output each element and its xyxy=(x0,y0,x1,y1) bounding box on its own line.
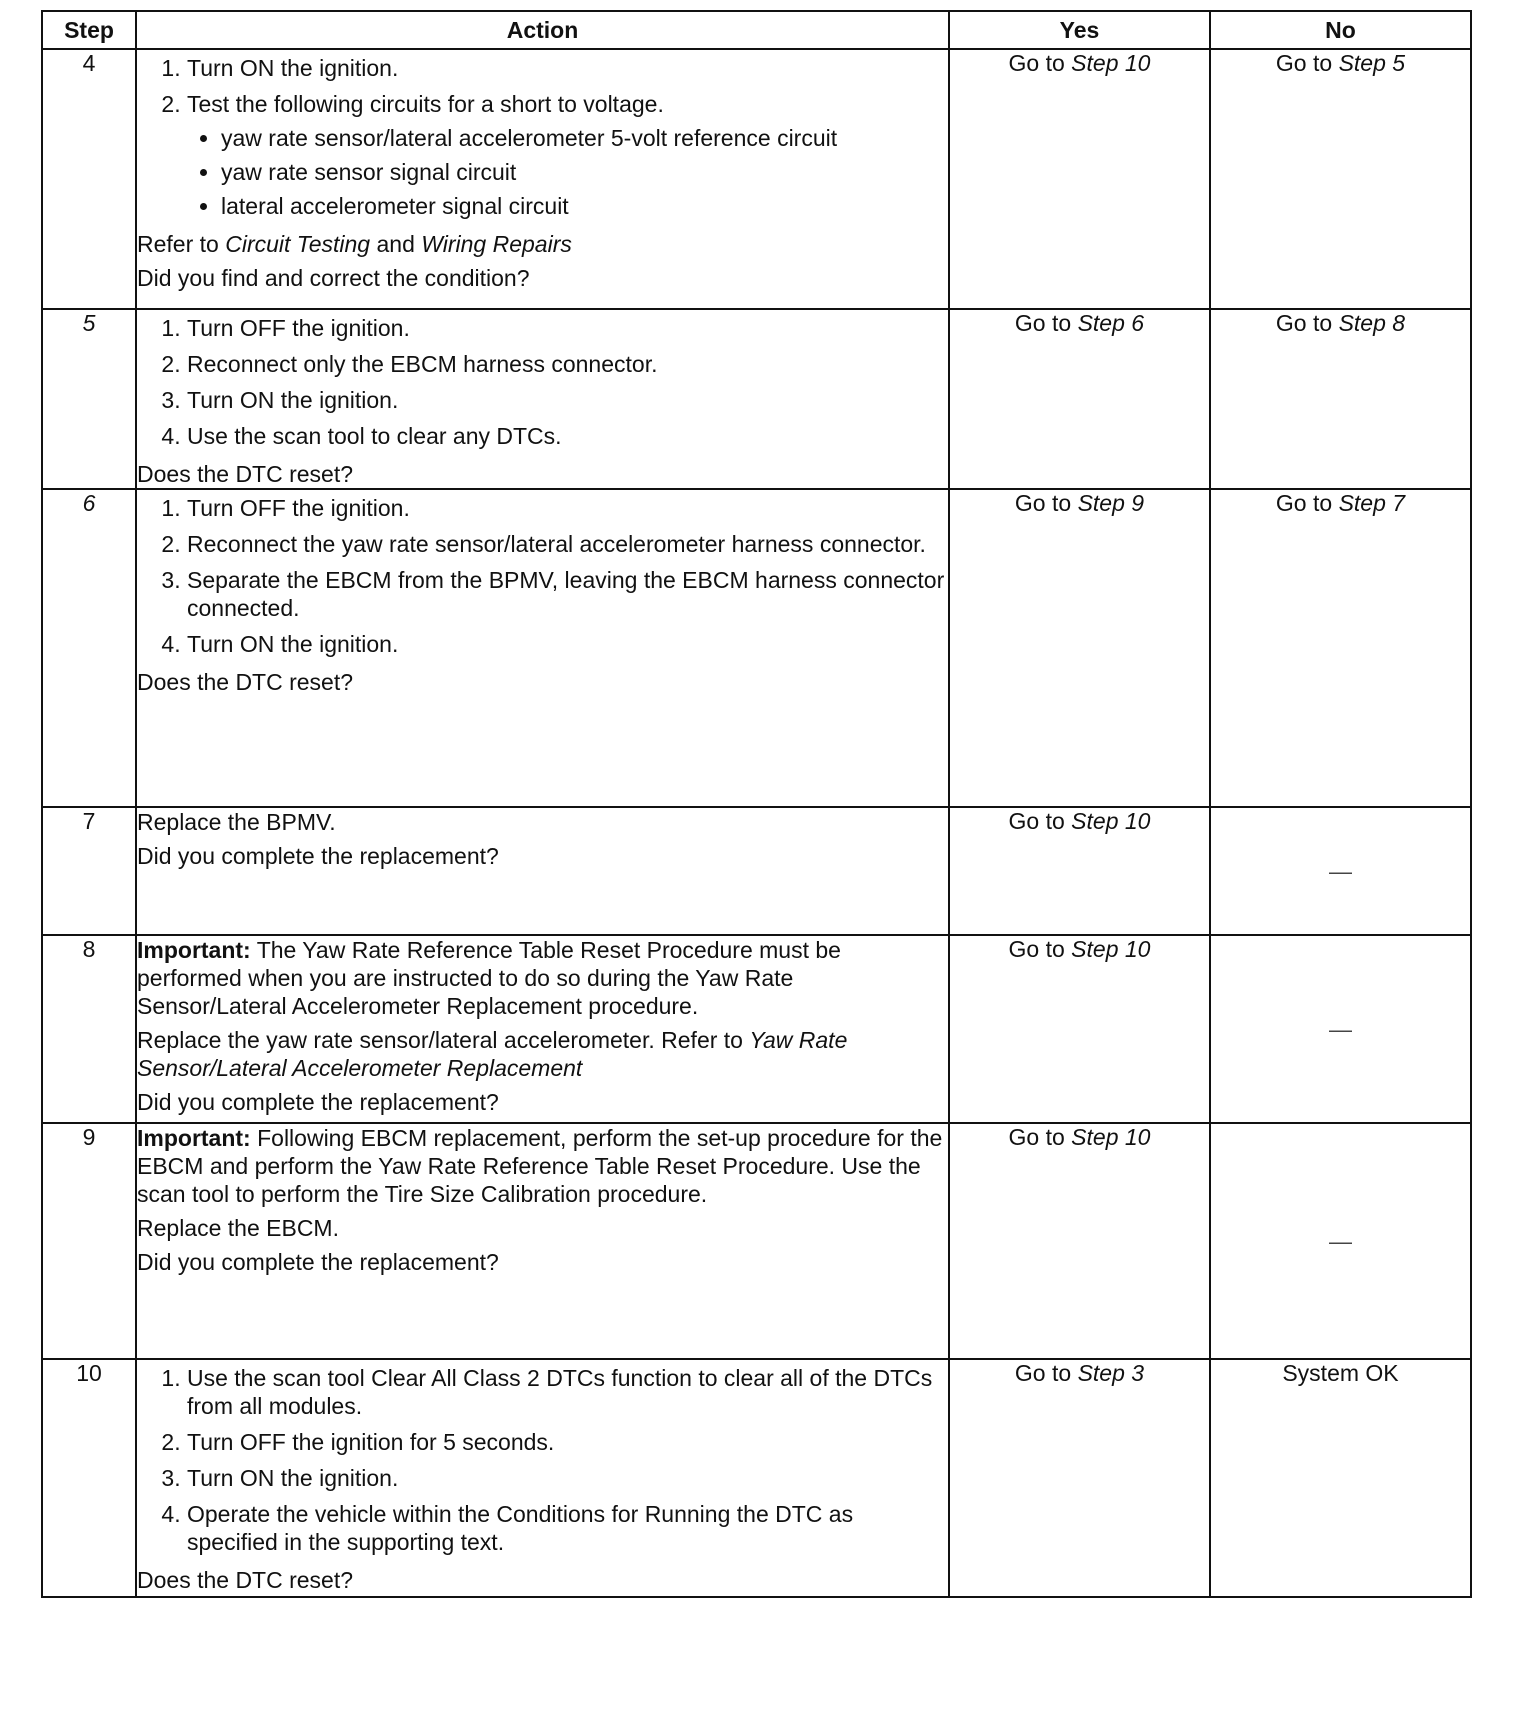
table-row-step-9 xyxy=(42,1123,1471,1359)
yes-step-link[interactable]: Step 9 xyxy=(1077,490,1145,516)
yes-cell[interactable] xyxy=(949,309,1210,489)
step-number: 9 xyxy=(42,1123,136,1359)
yes-step-link[interactable]: Step 3 xyxy=(1077,1360,1145,1386)
step-number: 7 xyxy=(42,807,136,935)
yes-step-link[interactable]: Step 10 xyxy=(1071,936,1151,962)
action-cell xyxy=(136,309,949,489)
important-label: Important: xyxy=(137,1125,251,1151)
action-step-text: Test the following circuits for a short to voltage. xyxy=(187,91,664,117)
no-not-applicable: — xyxy=(1329,1227,1352,1254)
action-list xyxy=(137,54,948,228)
circuit-testing-link[interactable]: Circuit Testing xyxy=(225,231,371,257)
no-cell xyxy=(1210,935,1471,1123)
important-text: Following EBCM replacement, perform the set-up procedure for the EBCM and perform the Yaw Rate Reference Table Reset Procedure. Use the scan tool to perform the Tire Size Calibration procedure. xyxy=(137,1125,943,1207)
action-cell xyxy=(136,935,949,1123)
no-step-link[interactable]: Step 8 xyxy=(1338,310,1406,336)
action-cell xyxy=(136,1123,949,1359)
yes-prefix: Go to xyxy=(1008,1124,1072,1150)
circuit-item: • yaw rate sensor/lateral accelerometer 5-volt reference circuit xyxy=(221,124,948,152)
yes-prefix: Go to xyxy=(1008,936,1072,962)
important-note xyxy=(137,1124,948,1208)
no-step-link[interactable]: Step 5 xyxy=(1338,50,1406,76)
action-question: Did you complete the replacement? xyxy=(137,1089,499,1115)
action-question: Did you complete the replacement? xyxy=(137,843,499,869)
action-question: Does the DTC reset? xyxy=(137,461,354,487)
circuit-item: • yaw rate sensor signal circuit xyxy=(221,158,948,186)
action-cell xyxy=(136,49,949,309)
action-question: Did you find and correct the condition? xyxy=(137,265,530,291)
yes-step-link[interactable]: Step 10 xyxy=(1071,50,1151,76)
action-step: 3. Turn ON the ignition. xyxy=(187,1464,948,1492)
header-action: Action xyxy=(136,11,949,49)
yes-cell[interactable] xyxy=(949,49,1210,309)
table-row-step-10 xyxy=(42,1359,1471,1597)
replace-prefix: Replace the yaw rate sensor/lateral accelerometer. Refer to xyxy=(137,1027,750,1053)
action-step: 1. Turn OFF the ignition. xyxy=(187,494,948,522)
yes-prefix: Go to xyxy=(1008,50,1072,76)
no-cell xyxy=(1210,1359,1471,1597)
important-text: The Yaw Rate Reference Table Reset Procedure must be performed when you are instructed to do so during the Yaw Rate Sensor/Lateral Accelerometer Replacement procedure. xyxy=(137,937,841,1019)
no-result-text: System OK xyxy=(1282,1360,1399,1386)
yes-cell[interactable] xyxy=(949,935,1210,1123)
action-question: Does the DTC reset? xyxy=(137,1567,354,1593)
action-list xyxy=(137,1364,948,1564)
yes-prefix: Go to xyxy=(1014,310,1078,336)
action-list xyxy=(137,494,948,666)
action-question: Does the DTC reset? xyxy=(137,669,354,695)
yes-prefix: Go to xyxy=(1014,1360,1078,1386)
table-row-step-5 xyxy=(42,309,1471,489)
circuit-item: • lateral accelerometer signal circuit xyxy=(221,192,948,220)
no-prefix: Go to xyxy=(1275,50,1339,76)
action-step: 3. Separate the EBCM from the BPMV, leaving the EBCM harness connector connected. xyxy=(187,566,948,622)
table-row-step-8 xyxy=(42,935,1471,1123)
yes-cell[interactable] xyxy=(949,489,1210,807)
action-cell xyxy=(136,807,949,935)
header-yes: Yes xyxy=(949,11,1210,49)
action-step: 4. Turn ON the ignition. xyxy=(187,630,948,658)
yes-step-link[interactable]: Step 6 xyxy=(1077,310,1145,336)
step-number: 10 xyxy=(42,1359,136,1597)
no-cell xyxy=(1210,1123,1471,1359)
no-not-applicable: — xyxy=(1329,1015,1352,1042)
replace-text xyxy=(137,1026,948,1082)
refer-prefix: Refer to xyxy=(137,231,226,257)
action-step: 2. Reconnect only the EBCM harness connector. xyxy=(187,350,948,378)
action-cell xyxy=(136,1359,949,1597)
no-not-applicable: — xyxy=(1329,857,1352,884)
action-step: 2. Turn OFF the ignition for 5 seconds. xyxy=(187,1428,948,1456)
table-row-step-7 xyxy=(42,807,1471,935)
replacement-procedure-link[interactable]: Yaw Rate Sensor/Lateral Accelerometer Replacement xyxy=(137,1027,848,1081)
no-prefix: Go to xyxy=(1275,310,1339,336)
circuit-list xyxy=(187,124,948,220)
diagnostic-table xyxy=(41,10,1472,1598)
step-number: 8 xyxy=(42,935,136,1123)
yes-cell[interactable] xyxy=(949,1359,1210,1597)
table-row-step-6 xyxy=(42,489,1471,807)
action-step: 2. Reconnect the yaw rate sensor/lateral accelerometer harness connector. xyxy=(187,530,948,558)
action-text: Replace the BPMV. xyxy=(137,809,336,835)
action-step: 3. Turn ON the ignition. xyxy=(187,386,948,414)
table-row-step-4 xyxy=(42,49,1471,309)
refer-conjunction: and xyxy=(370,231,422,257)
yes-cell[interactable] xyxy=(949,807,1210,935)
no-step-link[interactable]: Step 7 xyxy=(1338,490,1406,516)
yes-step-link[interactable]: Step 10 xyxy=(1071,808,1151,834)
action-step: 4. Operate the vehicle within the Conditions for Running the DTC as specified in the supporting text. xyxy=(187,1500,948,1556)
table-header-row xyxy=(42,11,1471,49)
action-text: Replace the EBCM. xyxy=(137,1215,339,1241)
important-label: Important: xyxy=(137,937,251,963)
no-cell xyxy=(1210,807,1471,935)
wiring-repairs-link[interactable]: Wiring Repairs xyxy=(421,231,572,257)
action-list xyxy=(137,314,948,458)
yes-prefix: Go to xyxy=(1008,808,1072,834)
yes-prefix: Go to xyxy=(1014,490,1078,516)
no-cell[interactable] xyxy=(1210,49,1471,309)
action-step xyxy=(187,90,948,220)
header-no: No xyxy=(1210,11,1471,49)
step-number: 4 xyxy=(42,49,136,309)
yes-step-link[interactable]: Step 10 xyxy=(1071,1124,1151,1150)
important-note xyxy=(137,936,948,1020)
yes-cell[interactable] xyxy=(949,1123,1210,1359)
no-cell[interactable] xyxy=(1210,489,1471,807)
action-question: Did you complete the replacement? xyxy=(137,1249,499,1275)
refer-text xyxy=(137,230,948,258)
header-step: Step xyxy=(42,11,136,49)
action-step: 1. Turn OFF the ignition. xyxy=(187,314,948,342)
action-step: 1. Use the scan tool Clear All Class 2 DTCs function to clear all of the DTCs from all modules. xyxy=(187,1364,948,1420)
no-prefix: Go to xyxy=(1275,490,1339,516)
no-cell[interactable] xyxy=(1210,309,1471,489)
step-number: 6 xyxy=(42,489,136,807)
action-step: 4. Use the scan tool to clear any DTCs. xyxy=(187,422,948,450)
step-number: 5 xyxy=(42,309,136,489)
action-cell xyxy=(136,489,949,807)
action-step: 1. Turn ON the ignition. xyxy=(187,54,948,82)
